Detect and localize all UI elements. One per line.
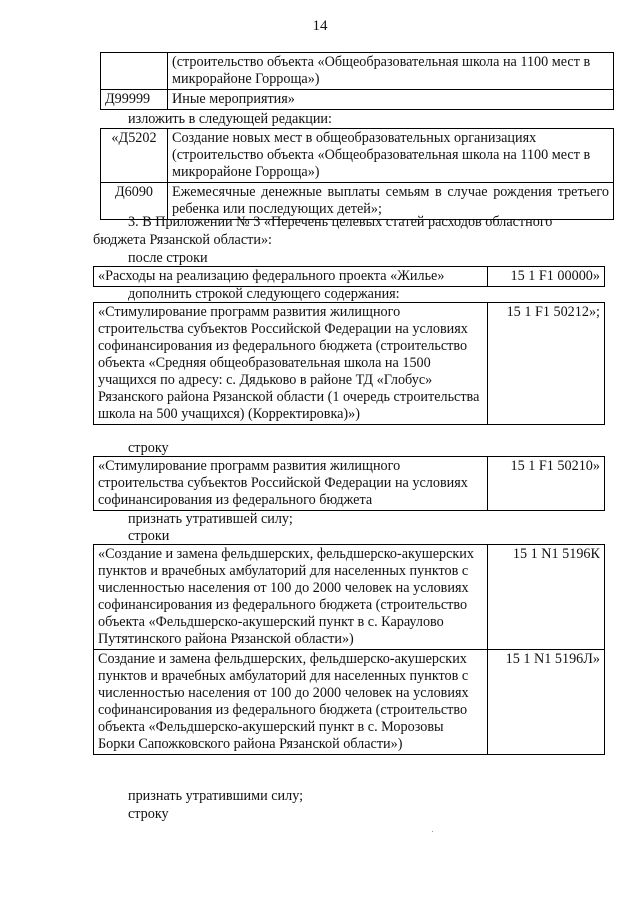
budget-codes-table-top [100, 52, 614, 110]
code-cell: «Д5202 [101, 129, 168, 183]
table-row [94, 457, 605, 511]
code-cell: 15 1 N1 5196Л» [488, 650, 605, 755]
instruction-dopolnit: дополнить строкой следующего содержания: [128, 286, 400, 302]
description-cell: Создание новых мест в общеобразовательных организациях (строительство объекта «Общеобразовательная школа на 1100 мест в микрорайоне Горроща») [168, 129, 614, 183]
description-cell: Ежемесячные денежные выплаты семьям в случае рождения третьего ребенка или последующих детей»; [168, 183, 614, 220]
row-stim-new-table [93, 302, 605, 425]
code-cell: Д6090 [101, 183, 168, 220]
instruction-stroki: строки [128, 528, 170, 544]
code-cell: 15 1 F1 50212»; [488, 303, 605, 425]
code-cell [101, 53, 168, 90]
table-row [94, 267, 605, 287]
description-cell: «Расходы на реализацию федерального проекта «Жилье» [94, 267, 488, 287]
paragraph-3-line-1: 3. В Приложении № 3 «Перечень целевых статей расходов областного [128, 214, 553, 230]
table-row [101, 129, 614, 183]
instruction-izlozhit: изложить в следующей редакции: [128, 111, 332, 127]
description-cell: (строительство объекта «Общеобразовательная школа на 1100 мест в микрорайоне Горроща») [168, 53, 614, 90]
description-cell: Иные мероприятия» [168, 90, 614, 110]
instruction-priznat-mn: признать утратившими силу; [128, 788, 304, 804]
code-cell: 15 1 N1 5196К [488, 545, 605, 650]
table-row [94, 303, 605, 425]
scan-speck [432, 831, 433, 832]
description-cell: «Стимулирование программ развития жилищного строительства субъектов Российской Федерации на условиях софинансирования из федерального бюджета [94, 457, 488, 511]
fap-rows-table [93, 544, 605, 755]
table-row [94, 650, 605, 755]
table-row [101, 53, 614, 90]
row-stim-old-table [93, 456, 605, 511]
budget-codes-table-new [100, 128, 614, 220]
page-number: 14 [312, 18, 328, 34]
description-cell: «Стимулирование программ развития жилищного строительства субъектов Российской Федерации на условиях софинансирования из федерального бюджета (строительство объекта «Средняя общеобразовательная школа на 1500 учащихся по адресу: с. Дядьково в районе ТД «Глобус» Рязанского района Рязанской области (1 очередь строительства школа на 500 учащихся) (Корректировка)») [94, 303, 488, 425]
table-row [94, 545, 605, 650]
instruction-posle-stroki: после строки [128, 250, 208, 266]
instruction-stroku-final: строку [128, 806, 169, 822]
code-cell: 15 1 F1 00000» [488, 267, 605, 287]
instruction-stroku: строку [128, 440, 169, 456]
description-cell: Создание и замена фельдшерских, фельдшерско-акушерских пунктов и врачебных амбулаторий для населенных пунктов с численностью населения от 100 до 2000 человек на условиях софинансирования из федерального бюджета (строительство объекта «Фельдшерско-акушерский пункт в с. Морозовы Борки Сапожковского района Рязанской области») [94, 650, 488, 755]
code-cell: Д99999 [101, 90, 168, 110]
table-row [101, 90, 614, 110]
paragraph-3-line-2: бюджета Рязанской области»: [93, 232, 272, 248]
instruction-priznat: признать утратившей силу; [128, 511, 293, 527]
description-cell: «Создание и замена фельдшерских, фельдшерско-акушерских пунктов и врачебных амбулаторий для населенных пунктов с численностью населения от 100 до 2000 человек на условиях софинансирования из федерального бюджета (строительство объекта «Фельдшерско-акушерский пункт в с. Караулово Путятинского района Рязанской области») [94, 545, 488, 650]
code-cell: 15 1 F1 50210» [488, 457, 605, 511]
row-zhilie-table [93, 266, 605, 287]
